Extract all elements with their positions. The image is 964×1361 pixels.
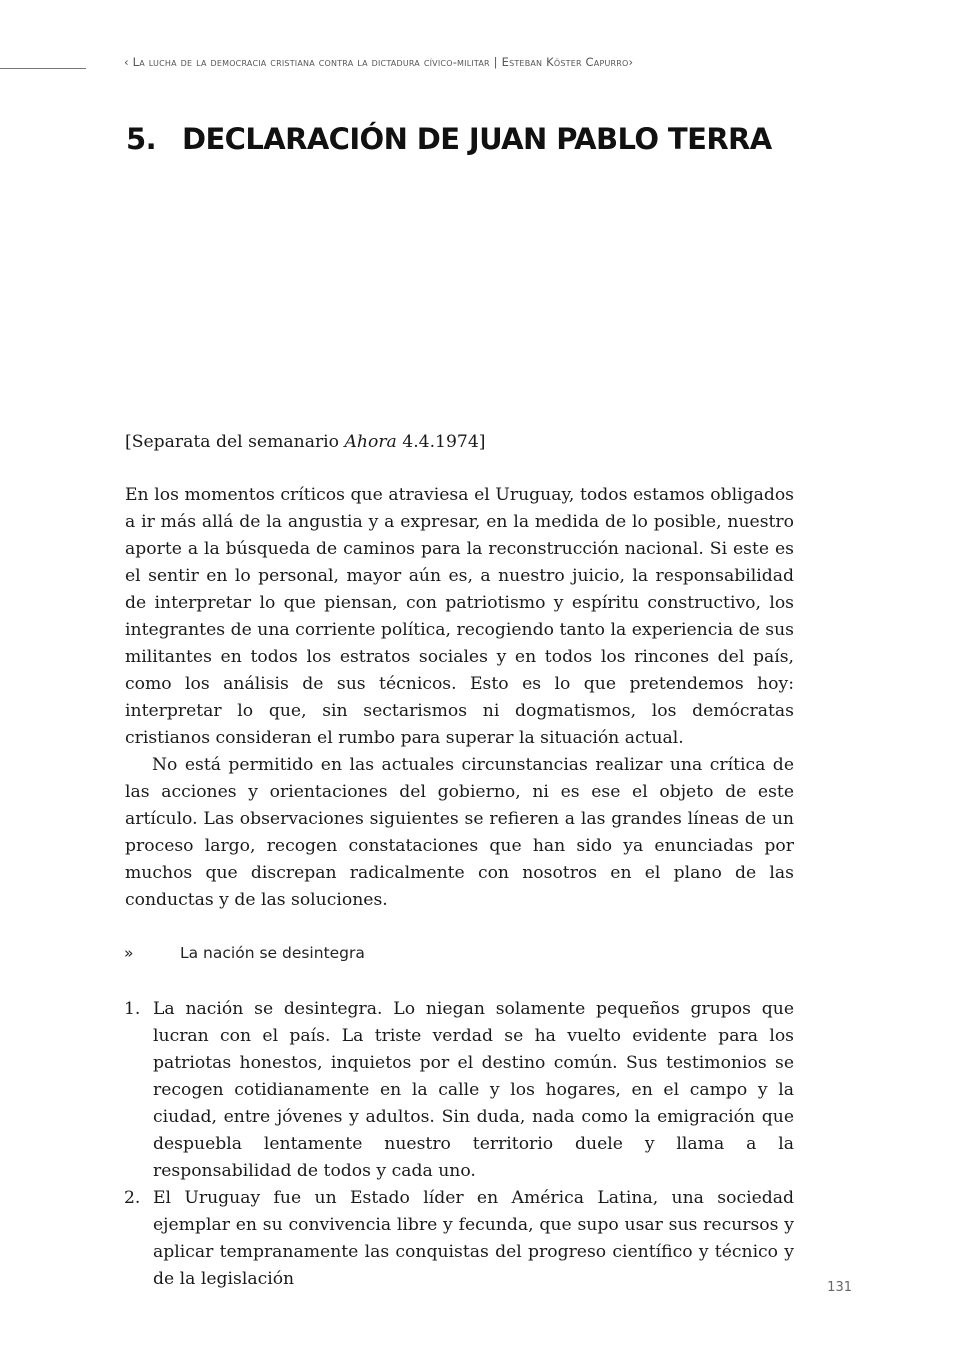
chapter-title: [126, 122, 826, 156]
source-note-suffix: 4.4.1974]: [396, 432, 486, 452]
list-item-number: 1.: [124, 999, 141, 1019]
list-item: [124, 1185, 794, 1293]
list-item-text: El Uruguay fue un Estado líder en América Latina, una sociedad ejemplar en su convivencia libre y fecunda, que supo usar sus recursos y aplicar tempranamente las conquistas del progreso científico y técnico y de la legislación: [153, 1188, 794, 1289]
section-marker: »: [124, 944, 134, 962]
running-header: ‹ La lucha de la democracia cristiana contra la dictadura cívico-militar | Esteban Köster Capurro›: [124, 55, 634, 69]
page-number: 131: [827, 1280, 852, 1295]
section-heading: [124, 944, 624, 962]
header-rule: [0, 68, 86, 69]
source-note-prefix: [Separata del semanario: [125, 432, 345, 452]
section-heading-text: La nación se desintegra: [180, 944, 365, 962]
numbered-list: [124, 996, 794, 1293]
chapter-number: 5.: [126, 122, 156, 156]
intro-text: [125, 482, 794, 914]
source-publication: Ahora: [344, 432, 397, 452]
list-item-text: La nación se desintegra. Lo niegan solamente pequeños grupos que lucran con el país. La triste verdad se ha vuelto evidente para los patriotas honestos, inquietos por el destino común. Sus testimonios se recogen cotidianamente en la calle y los hogares, en el campo y la ciudad, entre jóvenes y adultos. Sin duda, nada como la emigración que despuebla lentamente nuestro territorio duele y llama a la responsabilidad de todos y cada uno.: [153, 999, 794, 1181]
paragraph: En los momentos críticos que atraviesa el Uruguay, todos estamos obligados a ir más allá de la angustia y a expresar, en la medida de lo posible, nuestro aporte a la búsqueda de caminos para la reconstrucción nacional. Si este es el sentir en lo personal, mayor aún es, a nuestro juicio, la responsabilidad de interpretar lo que piensan, con patriotismo y espíritu constructivo, los integrantes de una corriente política, recogiendo tanto la experiencia de sus militantes en todos los estratos sociales y en todos los rincones del país, como los análisis de sus técnicos. Esto es lo que pretendemos hoy: interpretar lo que, sin sectarismos ni dogmatismos, los demócratas cristianos consideran el rumbo para superar la situación actual.: [125, 485, 794, 748]
list-item-number: 2.: [124, 1188, 141, 1208]
source-note: [125, 429, 805, 456]
paragraph: No está permitido en las actuales circunstancias realizar una crítica de las acciones y orientaciones del gobierno, ni es ese el objeto de este artículo. Las observaciones siguientes se refieren a las grandes líneas de un proceso largo, recogen constataciones que han sido ya enunciadas por muchos que discrepan radicalmente con nosotros en el plano de las conductas y de las soluciones.: [125, 755, 794, 910]
list-item: [124, 996, 794, 1185]
chapter-title-text: DECLARACIÓN DE JUAN PABLO TERRA: [182, 122, 772, 156]
